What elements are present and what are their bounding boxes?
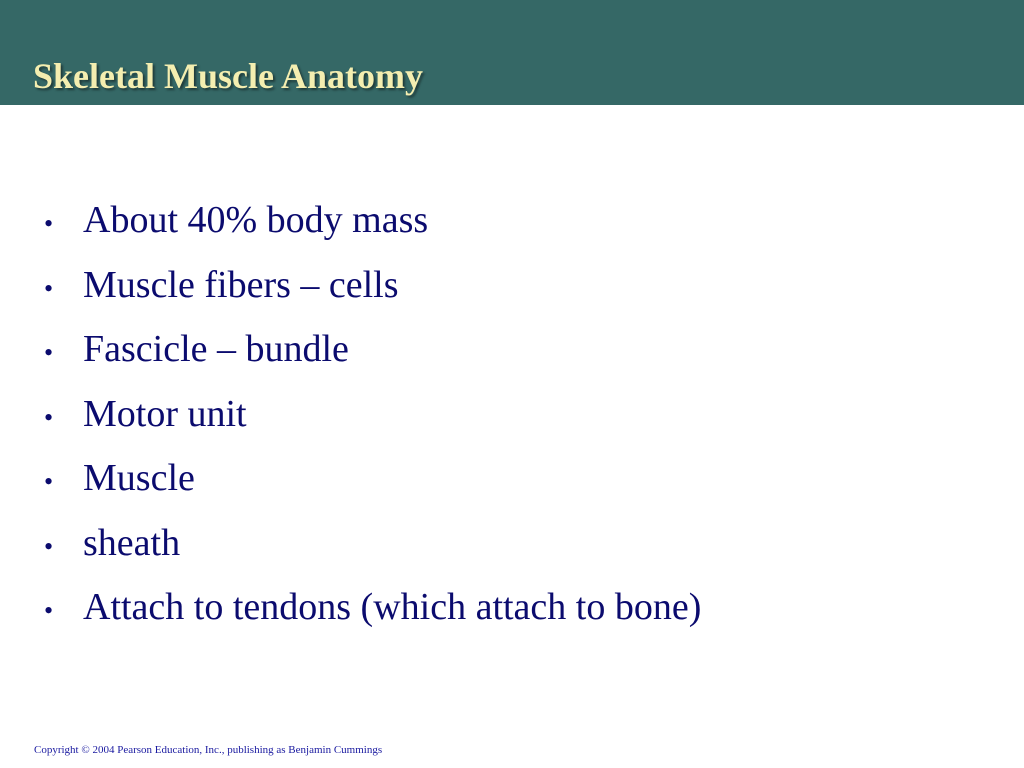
bullet-text: Muscle fibers – cells (83, 263, 399, 306)
bullet-icon: • (44, 596, 54, 625)
bullet-text: sheath (83, 521, 181, 564)
bullet-item (44, 326, 701, 391)
bullet-text: About 40% body mass (83, 199, 429, 241)
bullet-item (44, 455, 701, 520)
bullet-item (44, 262, 701, 327)
bullet-item (44, 520, 701, 585)
title-bar (0, 0, 1024, 105)
slide-title: Skeletal Muscle Anatomy (33, 56, 423, 96)
bullet-text: Muscle (83, 457, 195, 499)
bullet-icon: • (44, 402, 54, 432)
bullet-item (44, 391, 701, 456)
bullet-item (44, 584, 701, 649)
copyright-footer: Copyright © 2004 Pearson Education, Inc., publishing as Benjamin Cummings (34, 744, 383, 756)
bullet-icon: • (44, 467, 54, 496)
bullet-text: Attach to tendons (which attach to bone) (83, 586, 702, 628)
bullet-icon: • (44, 338, 54, 367)
bullet-text: Fascicle – bundle (83, 328, 349, 370)
bullet-icon: • (44, 209, 54, 238)
bullet-item (44, 197, 701, 262)
bullet-icon: • (44, 531, 54, 561)
bullet-text: Motor unit (83, 392, 247, 435)
bullet-list (44, 197, 701, 649)
bullet-icon: • (44, 273, 54, 303)
